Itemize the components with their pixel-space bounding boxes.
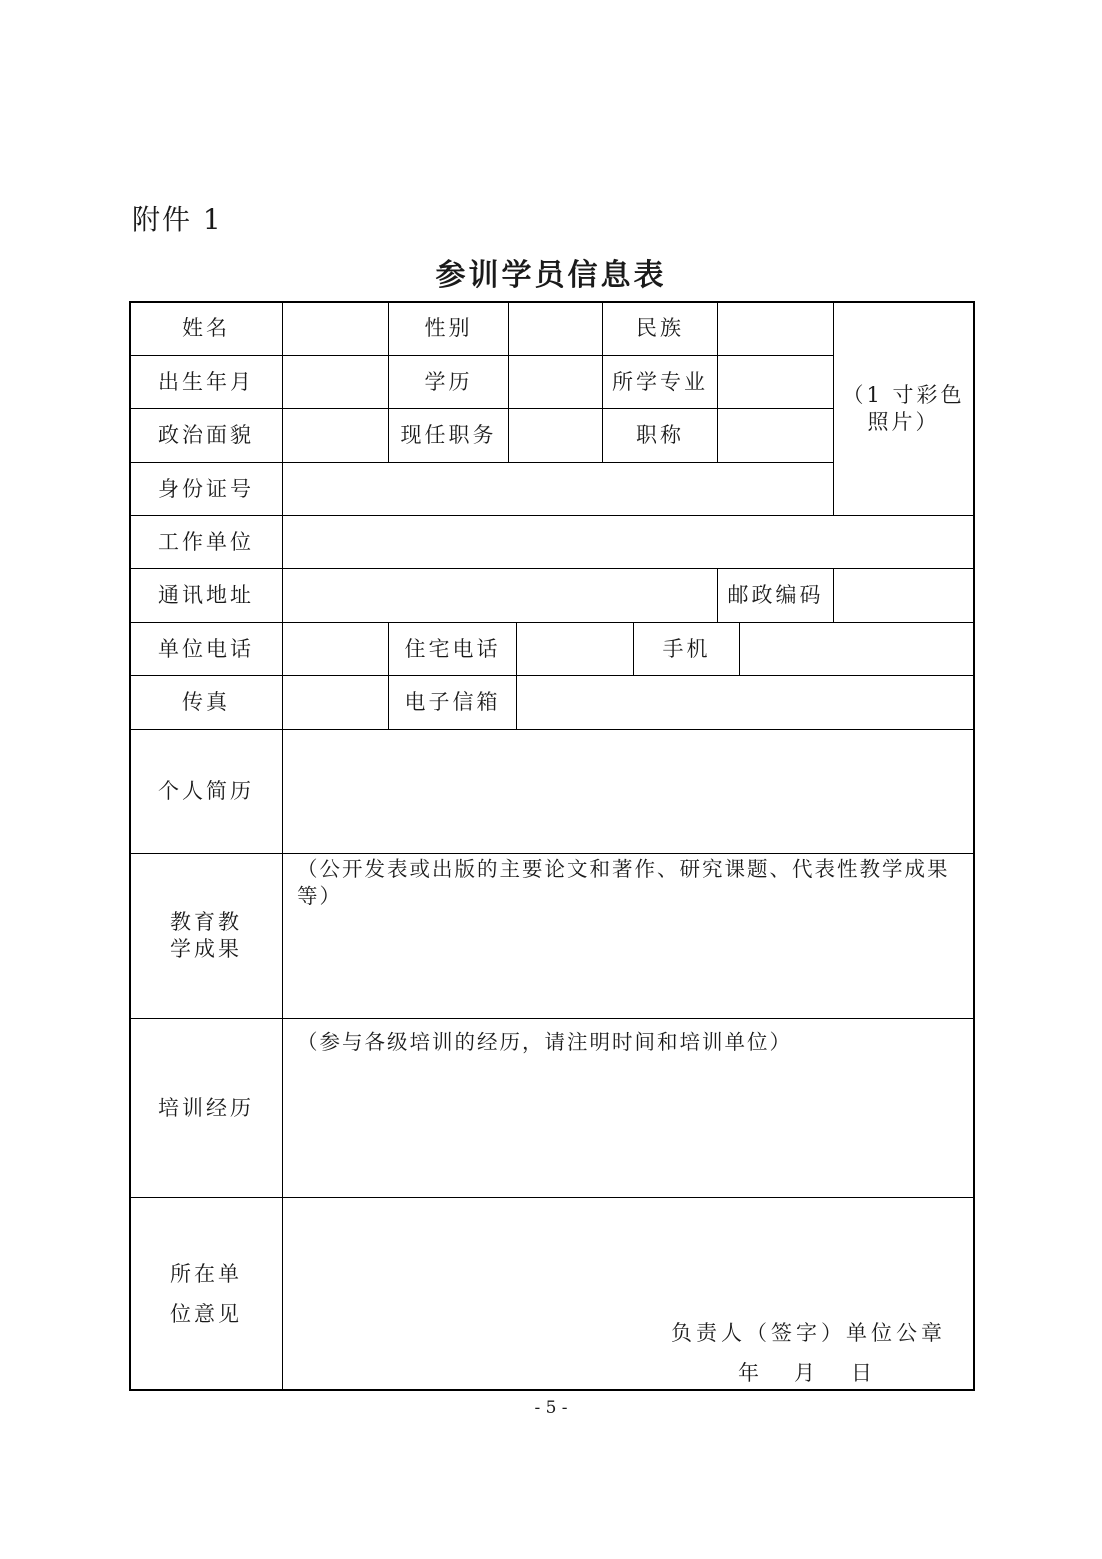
ethnicity-field[interactable] [718, 302, 833, 355]
political-field[interactable] [283, 409, 388, 462]
mobile-label: 手机 [662, 636, 711, 661]
title-label: 职称 [636, 423, 684, 447]
home-phone-field[interactable] [517, 623, 633, 675]
fax-field[interactable] [283, 676, 388, 729]
address-label: 通讯地址 [158, 583, 254, 607]
date-day: 日 [851, 1361, 876, 1385]
gender-field[interactable] [509, 302, 602, 355]
page-number: - 5 - [534, 1398, 568, 1418]
political-label: 政治面貌 [158, 423, 254, 447]
title-field[interactable] [718, 409, 833, 462]
work-phone-field[interactable] [283, 623, 388, 675]
work-phone-label: 单位电话 [158, 636, 254, 661]
birth-label: 出生年月 [158, 369, 254, 394]
employer-field[interactable] [283, 516, 973, 568]
major-label: 所学专业 [612, 369, 708, 394]
birth-field[interactable] [283, 356, 388, 408]
gender-label: 性别 [424, 316, 473, 340]
attachment-label: 附件 1 [132, 203, 223, 236]
opinion-label-line2: 位意见 [170, 1301, 242, 1326]
training-label: 培训经历 [158, 1095, 254, 1120]
training-hint: （参与各级培训的经历，请注明时间和培训单位） [297, 1030, 792, 1054]
postcode-field[interactable] [834, 569, 973, 622]
email-field[interactable] [517, 676, 973, 729]
resume-field[interactable] [283, 730, 973, 853]
achievement-label-line1: 教育教 [170, 910, 242, 934]
ethnicity-label: 民族 [636, 316, 684, 340]
training-field[interactable] [283, 1019, 973, 1197]
achievement-label [130, 854, 282, 1018]
date-month: 月 [794, 1361, 819, 1385]
id-label: 身份证号 [158, 476, 254, 501]
resume-label: 个人简历 [158, 779, 254, 803]
signature-line: 负责人（签字）单位公章 [671, 1321, 946, 1345]
position-field[interactable] [509, 409, 602, 462]
fax-label: 传真 [182, 690, 230, 714]
photo-label-line1: （1 寸彩色 [842, 382, 965, 407]
form-title: 参训学员信息表 [435, 258, 667, 293]
opinion-label-line1: 所在单 [170, 1261, 242, 1286]
opinion-label [130, 1198, 282, 1389]
achievement-label-line2: 学成果 [170, 937, 242, 961]
email-label: 电子信箱 [404, 690, 501, 714]
id-field[interactable] [283, 463, 833, 515]
photo-placeholder[interactable] [834, 302, 973, 515]
photo-label-line2: 照片） [867, 409, 940, 434]
postcode-label: 邮政编码 [727, 583, 824, 607]
education-label: 学历 [424, 369, 473, 394]
address-field[interactable] [283, 569, 717, 622]
name-label: 姓名 [182, 316, 230, 340]
education-field[interactable] [509, 356, 602, 408]
name-field[interactable] [283, 302, 388, 355]
home-phone-label: 住宅电话 [404, 636, 501, 661]
mobile-field[interactable] [740, 623, 973, 675]
position-label: 现任职务 [400, 423, 497, 447]
major-field[interactable] [718, 356, 833, 408]
achievement-hint: （公开发表或出版的主要论文和著作、研究课题、代表性教学成果等） [297, 857, 950, 908]
date-year: 年 [738, 1361, 763, 1385]
achievement-field[interactable] [283, 854, 973, 1018]
employer-label: 工作单位 [158, 529, 254, 554]
